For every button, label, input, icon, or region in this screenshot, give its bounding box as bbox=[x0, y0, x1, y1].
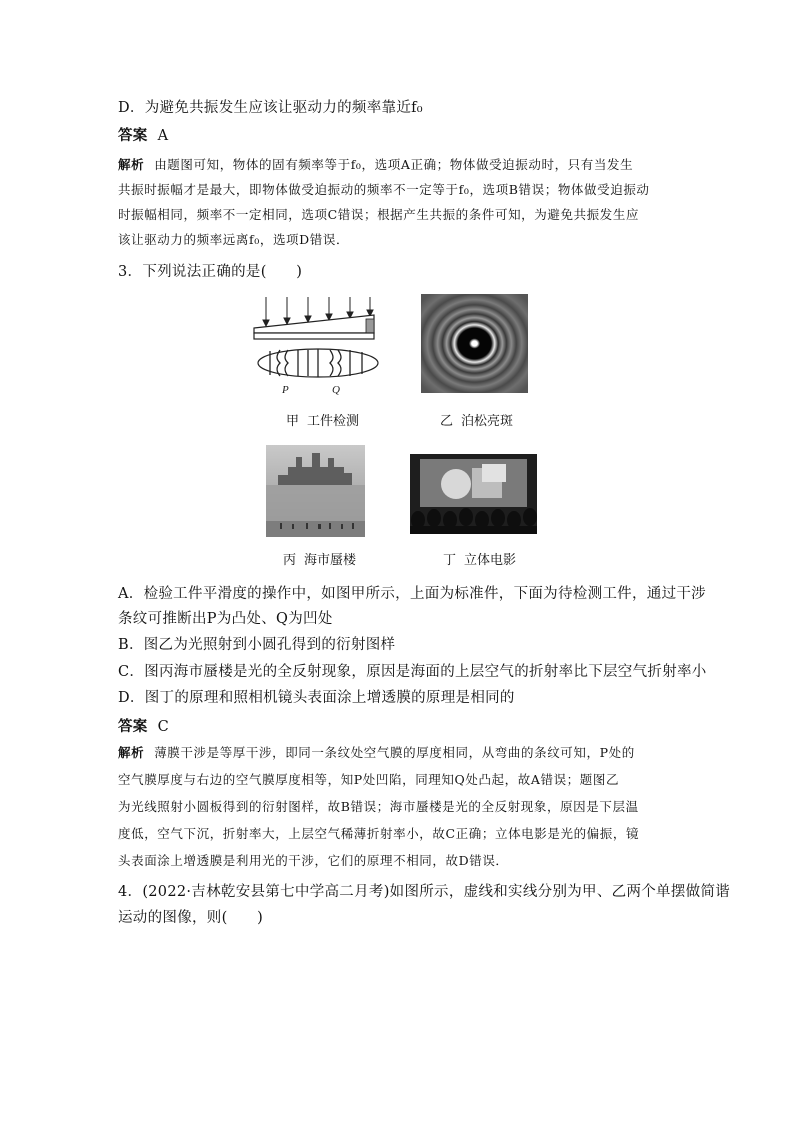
figure-jia-workpiece-inspection bbox=[252, 293, 384, 397]
answer-label: 答案 bbox=[118, 127, 148, 144]
q3-option-c: C．图丙海市蜃楼是光的全反射现象，原因是海面的上层空气的折射率比下层空气折射率小 bbox=[118, 664, 707, 680]
q3-explanation-line-2: 空气膜厚度与右边的空气膜厚度相等，知P处凹陷，同理知Q处凸起，故A错误；题图乙 bbox=[118, 772, 620, 787]
explanation-label: 解析 bbox=[118, 745, 145, 760]
answer-value: C bbox=[157, 719, 170, 735]
q3-explanation-line-5: 头表面涂上增透膜是利用光的干涉，它们的原理不相同，故D错误． bbox=[118, 853, 509, 868]
answer-value: A bbox=[157, 128, 169, 144]
q3-option-b: B．图乙为光照射到小圆孔得到的衍射图样 bbox=[118, 637, 396, 653]
q2-explanation-line-3: 时振幅相同，频率不一定相同，选项C错误；根据产生共振的条件可知，为避免共振发生应 bbox=[118, 207, 640, 222]
q2-answer bbox=[118, 124, 168, 145]
q2-explanation-line-2: 共振时振幅才是最大，即物体做受迫振动的频率不一定等于f₀，选项B错误；物体做受迫振动 bbox=[118, 182, 650, 197]
q3-stem: 3．下列说法正确的是( ) bbox=[118, 264, 303, 280]
q3-option-d: D．图丁的原理和照相机镜头表面涂上增透膜的原理是相同的 bbox=[118, 690, 515, 706]
q2-explanation-line-4: 该让驱动力的频率远离f₀，选项D错误． bbox=[118, 232, 350, 247]
label-p: P bbox=[282, 384, 289, 396]
caption-bing: 丙 海市蜃楼 bbox=[283, 553, 357, 568]
q3-option-a-line-1: A．检验工件平滑度的操作中，如图甲所示，上面为标准件，下面为待检测工件，通过干涉 bbox=[118, 586, 706, 602]
q2-explanation-line-1: 解析 由题图可知，物体的固有频率等于f₀，选项A正确；物体做受迫振动时，只有当发生 bbox=[118, 157, 634, 172]
caption-jia: 甲 工件检测 bbox=[286, 414, 360, 429]
q3-explanation-line-3: 为光线照射小圆板得到的衍射图样，故B错误；海市蜃楼是光的全反射现象，原因是下层温 bbox=[118, 799, 639, 814]
explanation-label: 解析 bbox=[118, 157, 145, 172]
q2-option-d: D．为避免共振发生应该让驱动力的频率靠近f₀ bbox=[118, 100, 423, 116]
q3-explanation-line-1: 解析 薄膜干涉是等厚干涉，即同一条纹处空气膜的厚度相同，从弯曲的条纹可知，P处的 bbox=[118, 745, 635, 760]
figure-yi-poisson-spot bbox=[421, 294, 528, 393]
caption-yi: 乙 泊松亮斑 bbox=[440, 414, 514, 429]
answer-label: 答案 bbox=[118, 718, 148, 735]
label-q: Q bbox=[332, 384, 340, 396]
q4-stem-line-1: 4．(2022·吉林乾安县第七中学高二月考)如图所示，虚线和实线分别为甲、乙两个单摆做简谐 bbox=[118, 884, 731, 900]
q3-option-a-line-2: 条纹可推断出P为凸处、Q为凹处 bbox=[118, 611, 333, 627]
q3-answer bbox=[118, 715, 169, 736]
figure-bing-mirage bbox=[266, 445, 365, 537]
q4-stem-line-2: 运动的图像，则( ) bbox=[118, 910, 264, 926]
caption-ding: 丁 立体电影 bbox=[443, 553, 517, 568]
figure-ding-3d-movie bbox=[410, 454, 537, 534]
q3-explanation-line-4: 度低，空气下沉，折射率大，上层空气稀薄折射率小，故C正确；立体电影是光的偏振，镜 bbox=[118, 826, 640, 841]
